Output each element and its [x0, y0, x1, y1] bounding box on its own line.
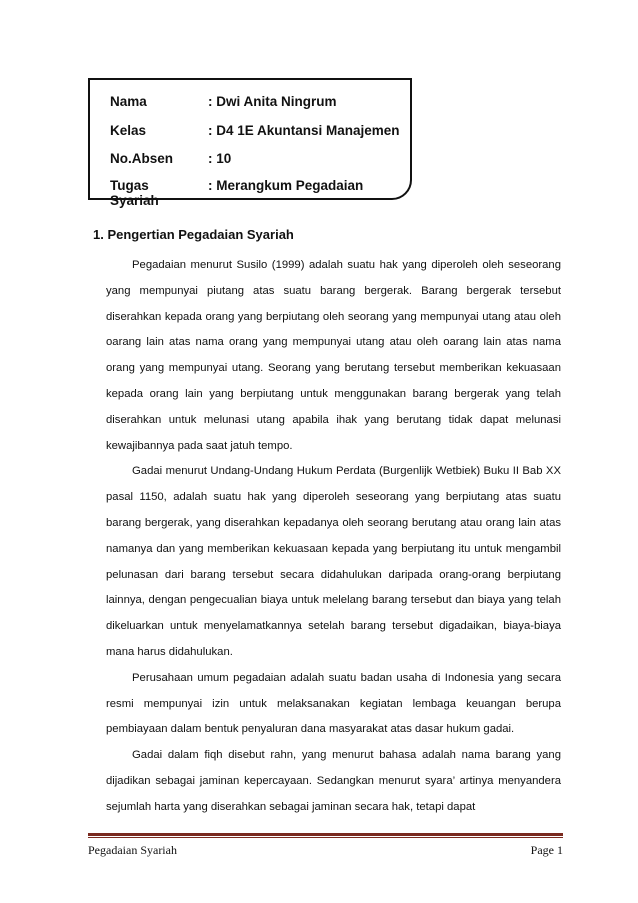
section-body [106, 253, 561, 821]
identity-row-tugas [110, 178, 410, 208]
identity-label: Kelas [110, 123, 147, 138]
identity-value: : Dwi Anita Ningrum [208, 94, 337, 109]
identity-label: Tugas [110, 178, 149, 193]
identity-row-nama [110, 94, 337, 109]
identity-label: Nama [110, 94, 147, 109]
footer-document-title: Pegadaian Syariah [88, 843, 177, 857]
identity-box [88, 78, 412, 208]
footer-divider-thin [88, 837, 563, 838]
identity-value: : Merangkum Pegadaian Syariah [110, 178, 364, 208]
paragraph: Gadai dalam fiqh disebut rahn, yang menurut bahasa adalah nama barang yang dijadikan sebagai jaminan kepercayaan. Sedangkan menurut syara’ artinya menyandera sejumlah harta yang diserahkan sebagai jaminan secara hak, tetapi dapat [106, 749, 561, 813]
identity-value: : 10 [208, 151, 232, 166]
paragraph: Gadai menurut Undang-Undang Hukum Perdata (Burgenlijk Wetbiek) Buku II Bab XX pasal 1150, adalah suatu hak yang diperoleh seseorang yang berpiutang atas suatu barang bergerak, yang diserahkan kepadanya oleh seorang berutang atau orang lain atas namanya dan yang memberikan kekuasaan kepada yang berpiutang itu untuk mengambil pelunasan dari barang tersebut secara didahulukan daripada orang-orang berpiutang lainnya, dengan pengecualian biaya untuk melelang barang tersebut dan biaya yang telah dikeluarkan untuk menyelamatkannya setelah barang tersebut digadaikan, biaya-biaya mana harus didahulukan. [106, 465, 561, 658]
identity-row-kelas [110, 123, 400, 138]
section-heading: 1. Pengertian Pegadaian Syariah [93, 227, 294, 242]
identity-label: No.Absen [110, 151, 174, 166]
paragraph: Pegadaian menurut Susilo (1999) adalah suatu hak yang diperoleh oleh seseorang yang mempunyai piutang atas suatu barang bergerak. Barang bergerak tersebut diserahkan kepada orang yang berpiutang oleh seorang yang mempunyai utang atau oleh oarang lain atas nama orang yang mempunyai utang atau oleh oarang lain atas nama orang yang mempunyai utang. Seorang yang berutang tersebut memberikan kekuasaan kepada orang lain yang berpiutang untuk menggunakan barang bergerak yang telah diserahkan untuk melunasi utang apabila ihak yang berutang tidak dapat melunasi kewajibannya pada saat jatuh tempo. [106, 259, 561, 452]
footer-divider [88, 833, 563, 836]
identity-value: : D4 1E Akuntansi Manajemen [208, 123, 400, 138]
identity-row-absen [110, 151, 231, 166]
footer-page-number: Page 1 [530, 843, 563, 857]
paragraph: Perusahaan umum pegadaian adalah suatu badan usaha di Indonesia yang secara resmi mempunyai izin untuk melaksanakan kegiatan lembaga keuangan berupa pembiayaan dalam bentuk penyaluran dana masyarakat atas dasar hukum gadai. [106, 671, 561, 736]
